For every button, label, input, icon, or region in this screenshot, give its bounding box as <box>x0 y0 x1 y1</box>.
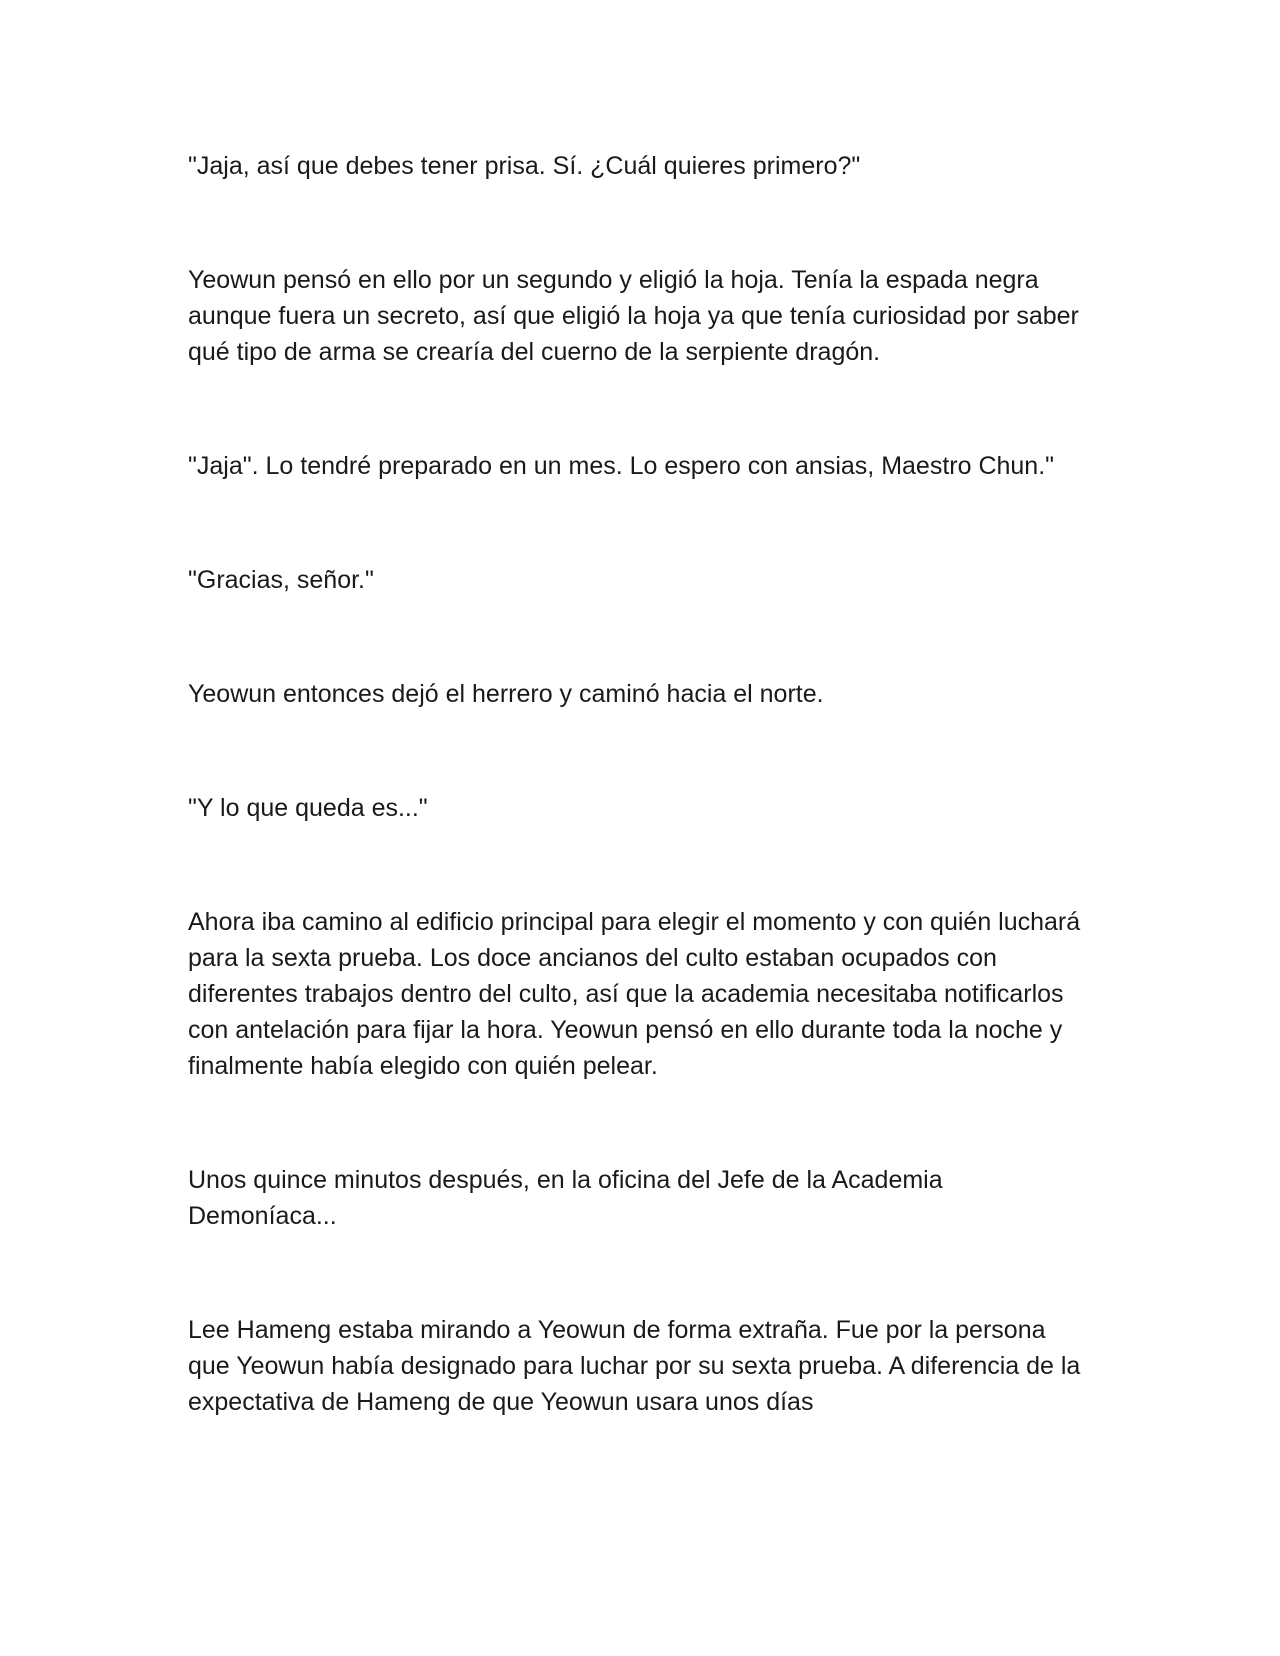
paragraph-1: "Jaja, así que debes tener prisa. Sí. ¿Cuál quieres primero?" <box>188 152 861 180</box>
paragraph-8: Unos quince minutos después, en la oficina del Jefe de la Academia Demoníaca... <box>188 1166 943 1230</box>
paragraph-9: Lee Hameng estaba mirando a Yeowun de forma extraña. Fue por la persona que Yeowun había designado para luchar por su sexta prueba. A diferencia de la expectativa de Hameng de que Yeowun usara unos días <box>188 1316 1081 1416</box>
paragraph-3: "Jaja". Lo tendré preparado en un mes. Lo espero con ansias, Maestro Chun." <box>188 452 1055 480</box>
paragraph-2: Yeowun pensó en ello por un segundo y eligió la hoja. Tenía la espada negra aunque fuera un secreto, así que eligió la hoja ya que tenía curiosidad por saber qué tipo de arma se crearía del cuerno de la serpiente dragón. <box>188 266 1079 366</box>
paragraph-7: Ahora iba camino al edificio principal para elegir el momento y con quién luchará para la sexta prueba. Los doce ancianos del culto estaban ocupados con diferentes trabajos dentro del culto, así que la academia necesitaba notificarlos con antelación para fijar la hora. Yeowun pensó en ello durante toda la noche y finalmente había elegido con quién pelear. <box>188 908 1081 1080</box>
paragraph-4: "Gracias, señor." <box>188 566 374 594</box>
paragraph-5: Yeowun entonces dejó el herrero y caminó hacia el norte. <box>188 680 824 708</box>
document-body <box>188 148 1088 1420</box>
paragraph-6: "Y lo que queda es..." <box>188 794 428 822</box>
